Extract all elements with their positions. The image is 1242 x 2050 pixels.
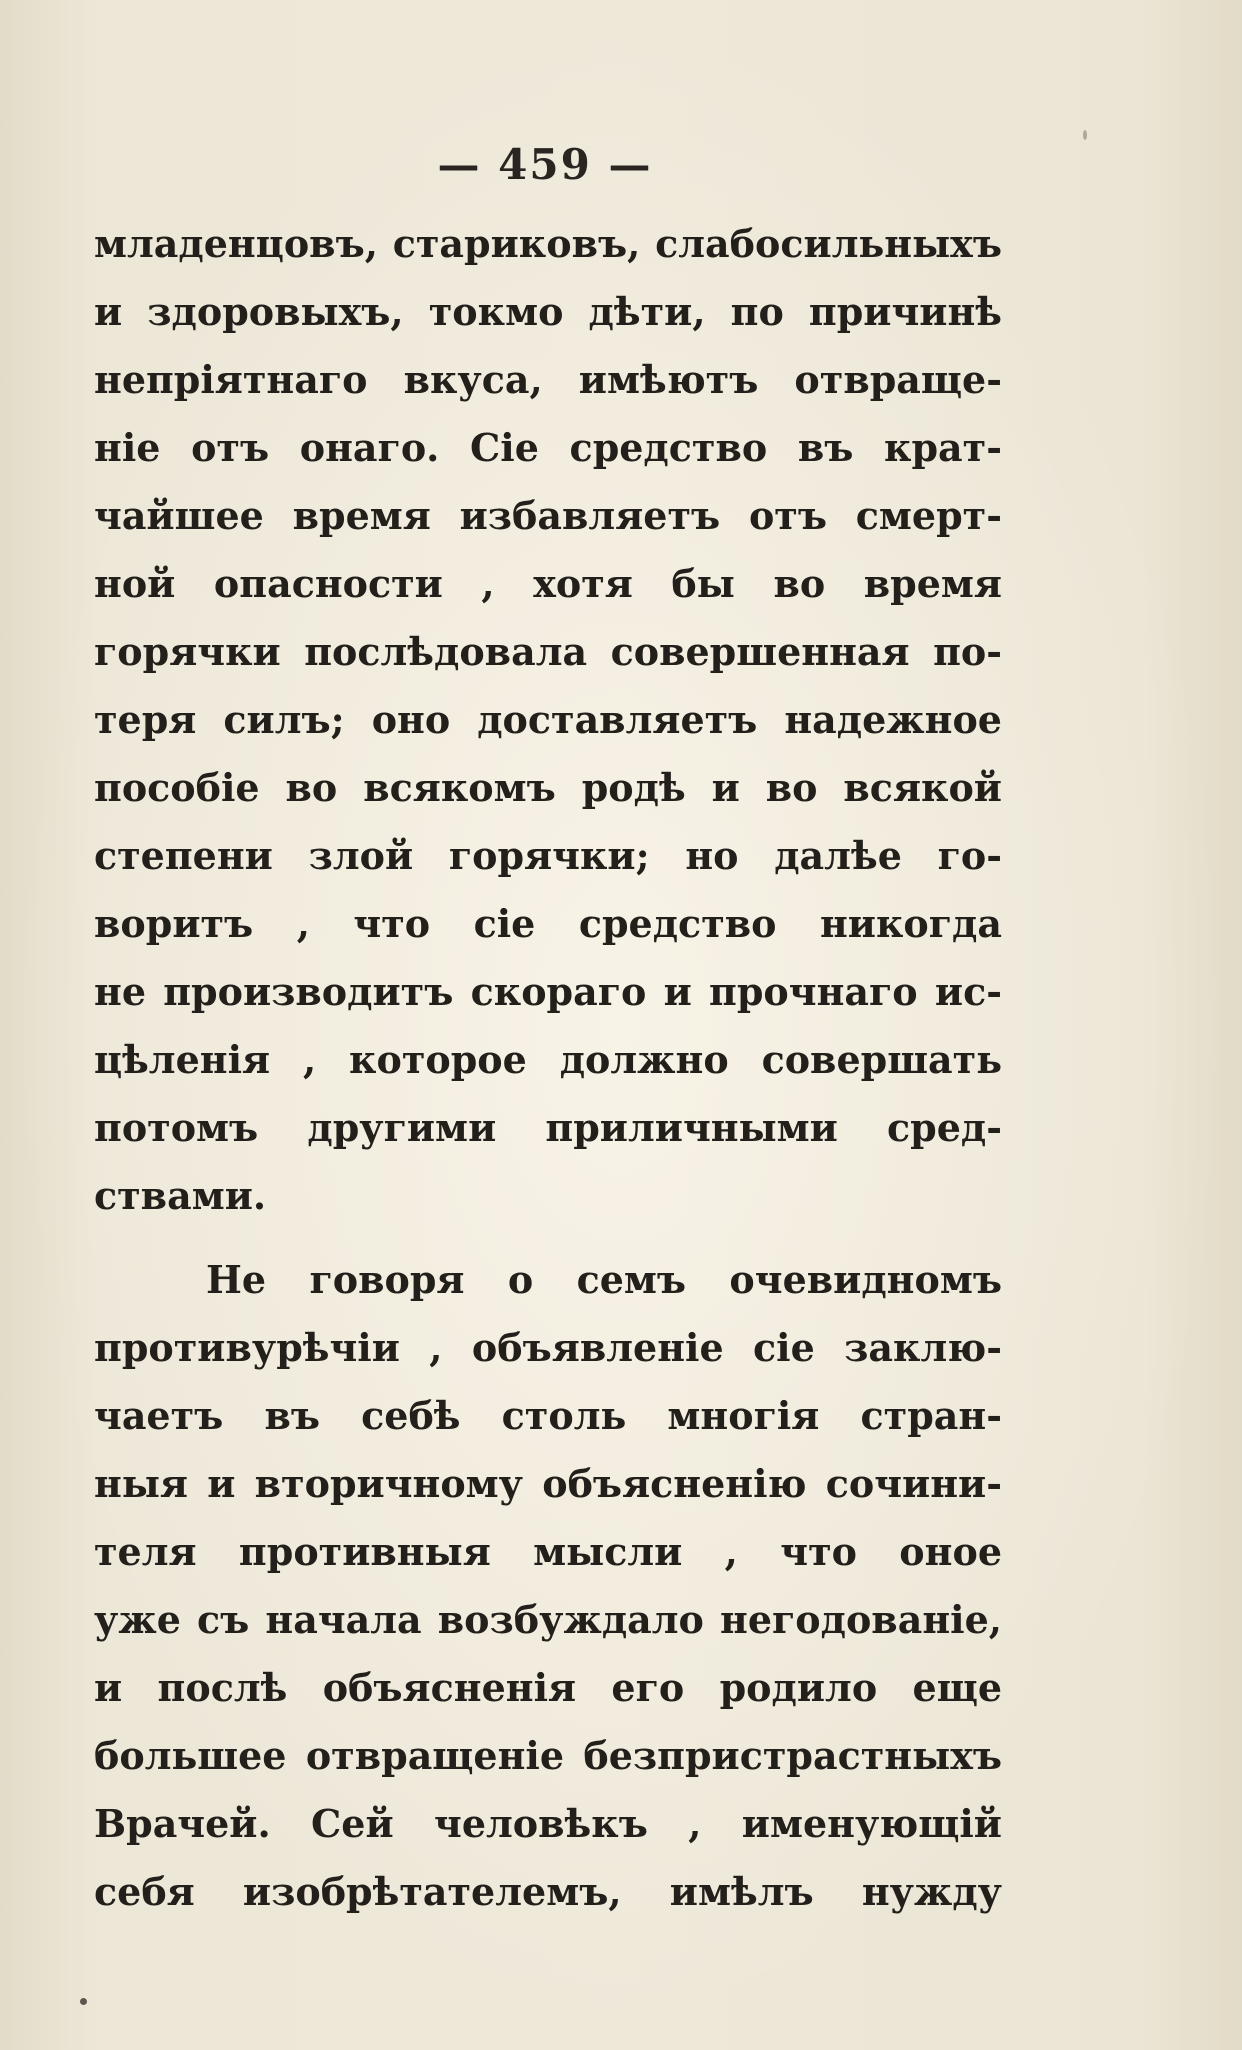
paper-speck xyxy=(80,1998,87,2005)
text-line: младенцовъ, стариковъ, слабосильныхъ xyxy=(94,221,1002,266)
text-line: ныя и вторичному объясненію сочини- xyxy=(94,1461,1002,1506)
paragraph-1 xyxy=(94,210,1002,1230)
text-line: и послѣ объясненія его родило еще xyxy=(94,1665,1002,1710)
text-line: уже съ начала возбуждало негодованіе, xyxy=(94,1597,1002,1642)
text-line: потомъ другими приличными сред- xyxy=(94,1105,1002,1150)
text-line: теря силъ; оно доставляетъ надежное xyxy=(94,697,1002,742)
text-line: противурѣчіи , объявленіе сіе заклю- xyxy=(94,1325,1002,1370)
paragraph-2 xyxy=(94,1246,1002,1926)
text-line: ніе отъ онаго. Сіе средство въ крат- xyxy=(94,425,1002,470)
text-line: горячки послѣдовала совершенная по- xyxy=(94,629,1002,674)
text-line: непріятнаго вкуса, имѣютъ отвраще- xyxy=(94,357,1002,402)
text-line: чайшее время избавляетъ отъ смерт- xyxy=(94,493,1002,538)
text-line: степени злой горячки; но далѣе го- xyxy=(94,833,1002,878)
text-line: Врачей. Сей человѣкъ , именующій xyxy=(94,1801,1002,1846)
text-line: большее отвращеніе безпристрастныхъ xyxy=(94,1733,1002,1778)
paragraph-gap xyxy=(94,1230,1002,1246)
text-line: воритъ , что сіе средство никогда xyxy=(94,901,1002,946)
text-line: ной опасности , хотя бы во время xyxy=(94,561,1002,606)
text-line: не производитъ скораго и прочнаго ис- xyxy=(94,969,1002,1014)
body-text xyxy=(94,210,1002,1926)
page-number: — 459 — xyxy=(437,140,653,189)
text-line: чаетъ въ себѣ столь многія стран- xyxy=(94,1393,1002,1438)
paper-speck xyxy=(1083,130,1087,140)
text-line: пособіе во всякомъ родѣ и во всякой xyxy=(94,765,1002,810)
text-line: цѣленія , которое должно совершать xyxy=(94,1037,1002,1082)
text-line: ствами. xyxy=(94,1173,267,1218)
text-line: Не говоря о семъ очевидномъ xyxy=(206,1257,1002,1302)
text-line: и здоровыхъ, токмо дѣти, по причинѣ xyxy=(94,289,1002,334)
text-line: теля противныя мысли , что оное xyxy=(94,1529,1002,1574)
text-line: себя изобрѣтателемъ, имѣлъ нужду xyxy=(94,1869,1002,1914)
